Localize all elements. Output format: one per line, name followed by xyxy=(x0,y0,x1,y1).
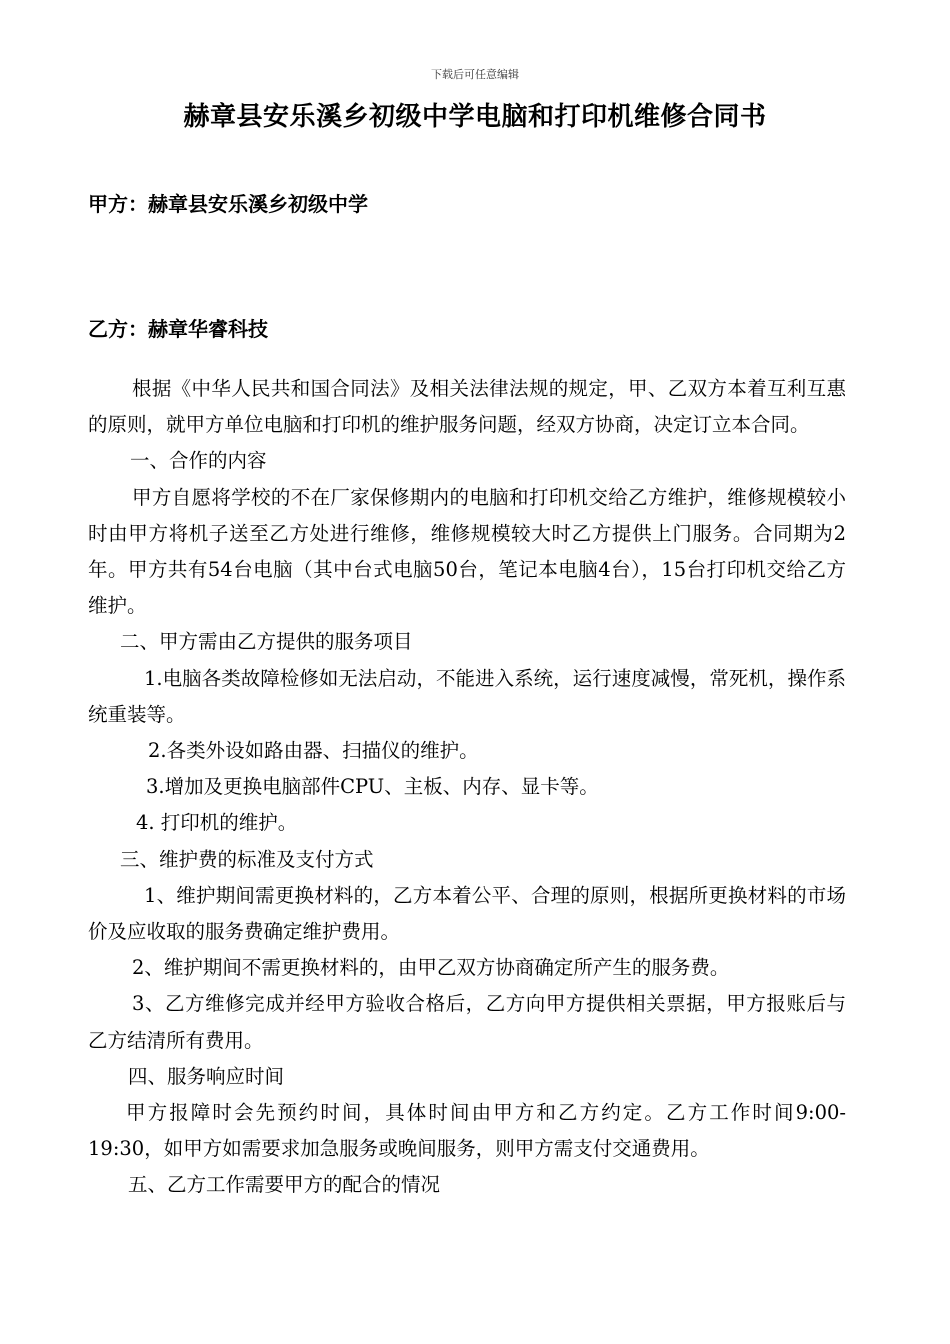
party-b: 乙方：赫章华睿科技 xyxy=(88,317,268,341)
response-time-paragraph: 甲方报障时会先预约时间，具体时间由甲方和乙方约定。乙方工作时间9:00-19:30，如甲方如需要求加急服务或晚间服务，则甲方需支付交通费用。 xyxy=(88,1101,846,1161)
section-heading-services: 二、甲方需由乙方提供的服务项目 xyxy=(120,630,413,654)
header-note: 下载后可任意编辑 xyxy=(431,68,519,81)
fee-item-1: 1、维护期间需更换材料的，乙方本着公平、合理的原则，根据所更换材料的市场价及应收取的服务费确定维护费用。 xyxy=(88,883,846,944)
fee-item-2: 2、维护期间不需更换材料的，由甲乙双方协商确定所产生的服务费。 xyxy=(132,956,730,980)
section-heading-cooperation-needs: 五、乙方工作需要甲方的配合的情况 xyxy=(128,1173,441,1197)
section-heading-response-time: 四、服务响应时间 xyxy=(128,1064,285,1088)
cooperation-paragraph: 甲方自愿将学校的不在厂家保修期内的电脑和打印机交给乙方维护，维修规模较小时由甲方将机子送至乙方处进行维修，维修规模较大时乙方提供上门服务。合同期为2年。甲方共有54台电脑（其中台式电脑50台，笔记本电脑4台），15台打印机交给乙方维护。 xyxy=(88,485,846,618)
section-heading-cooperation: 一、合作的内容 xyxy=(130,449,267,473)
document-title: 赫章县安乐溪乡初级中学电脑和打印机维修合同书 xyxy=(183,102,767,132)
preamble-paragraph: 根据《中华人民共和国合同法》及相关法律法规的规定，甲、乙双方本着互利互惠的原则，就甲方单位电脑和打印机的维护服务问题，经双方协商，决定订立本合同。 xyxy=(88,377,846,437)
service-item-3: 3.增加及更换电脑部件CPU、主板、内存、显卡等。 xyxy=(146,775,599,799)
contract-body xyxy=(88,371,846,1204)
service-item-4: 4. 打印机的维护。 xyxy=(136,811,298,835)
service-item-1: 1.电脑各类故障检修如无法启动，不能进入系统，运行速度减慢，常死机，操作系统重装等。 xyxy=(88,666,846,726)
section-heading-fees: 三、维护费的标准及支付方式 xyxy=(120,847,374,871)
party-a: 甲方：赫章县安乐溪乡初级中学 xyxy=(88,192,368,216)
service-item-2: 2.各类外设如路由器、扫描仪的维护。 xyxy=(148,739,479,763)
fee-item-3: 3、乙方维修完成并经甲方验收合格后，乙方向甲方提供相关票据，甲方报账后与乙方结清所有费用。 xyxy=(88,992,846,1052)
